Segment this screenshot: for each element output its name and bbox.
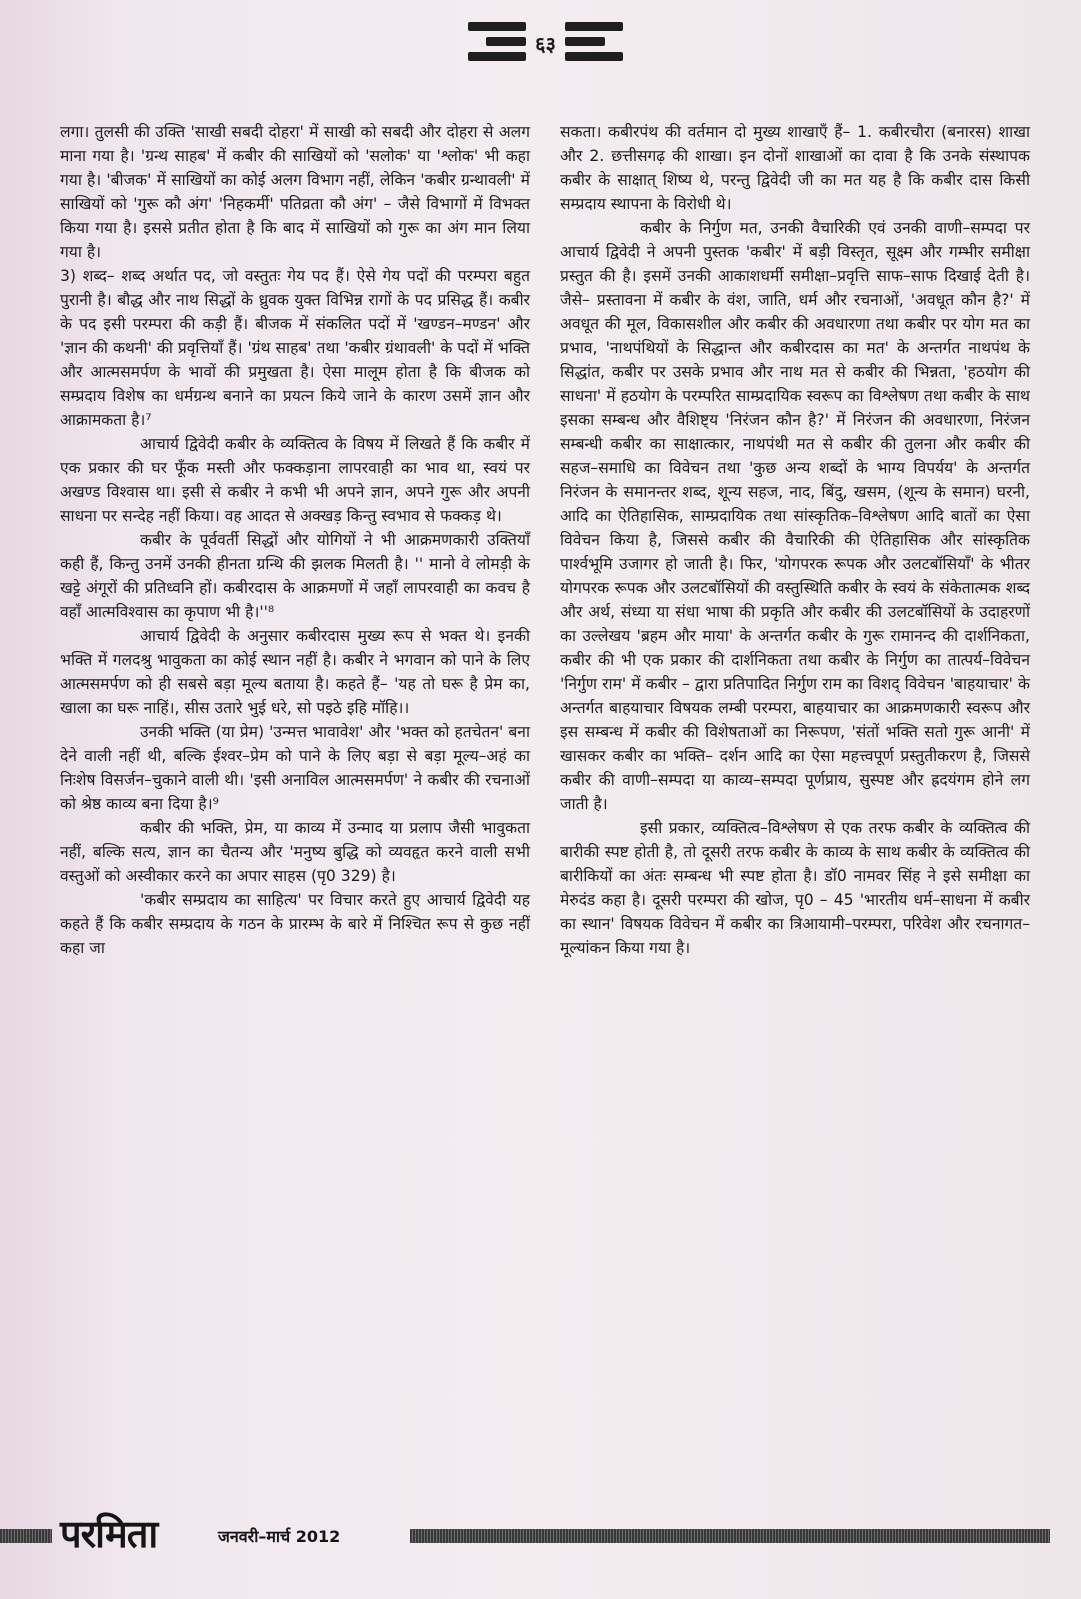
paragraph: कबीर के निर्गुण मत, उनकी वैचारिकी एवं उनकी वाणी–सम्पदा पर आचार्य द्विवेदी ने अपनी पुस्तक 'कबीर' में बड़ी विस्तृत, सूक्ष्म और गम्भीर समीक्षा प्रस्तुत की है। इसमें उनकी आकाशधर्मी समीक्षा–प्रवृत्ति साफ–साफ दिखाई देती है। जैसे– प्रस्तावना में कबीर के वंश, जाति, धर्म और रचनाओं, 'अवधूत कौन है?' में अवधूत की मूल, विकासशील और कबीर की अवधारणा तथा कबीर पर योग मत का प्रभाव, 'नाथपंथियों के सिद्धान्त और कबीरदास का मत' के अन्तर्गत नाथपंथ के सिद्धांत, कबीर पर उसके प्रभाव और नाथ मत से कबीर की भिन्नता, 'हठयोग की साधना' में हठयोग के परम्परित साम्प्रदायिक स्वरूप का विश्लेषण तथा कबीर के साथ इसका सम्बन्ध और वैशिष्ट्य 'निरंजन कौन है?' में निरंजन की अवधारणा, निरंजन सम्बन्धी कबीर का साक्षात्कार, नाथपंथी मत से कबीर की तुलना और कबीर की सहज–समाधि का विवेचन तथा 'कुछ अन्य शब्दों के भाग्य विपर्यय' के अन्तर्गत निरंजन के समानन्तर शब्द, शून्य सहज, नाद, बिंदु, खसम, (शून्य के समान) घरनी, आदि का ऐतिहासिक, साम्प्रदायिक तथा सांस्कृतिक–विश्लेषण आदि बातों का ऐसा विवेचन किया है, जिससे कबीर की वैचारिकी की ऐतिहासिक और सांस्कृतिक पार्श्वभूमि उजागर हो जाती है। फिर, 'योगपरक रूपक और उलटबॉसियाँ' के भीतर योगपरक रूपक और उलटबॉसियों की वस्तुस्थिति कबीर के स्वयं के संकेतात्मक शब्द और अर्थ, संध्या या संधा भाषा की प्रकृति और कबीर की उलटबॉसियों के उदाहरणों का उल्लेखय 'ब्रहम और माया' के अन्तर्गत कबीर के गुरू रामानन्द की दार्शनिकता, कबीर की भी एक प्रकार की दार्शनिकता तथा कबीर के निर्गुण का तात्पर्य–विवेचन 'निर्गुण राम' में कबीर – द्वारा प्रतिपादित निर्गुण राम का विशद् विवेचन 'बाहयाचार' के अन्तर्गत बाहयाचार विषयक लम्बी परम्परा, बाहयाचार का आक्रमणकारी स्वरूप और इस सम्बन्ध में कबीर की विशेषताओं का निरूपण, 'संतों भक्ति सतो गुरू आनी' में खासकर कबीर का भक्ति– दर्शन आदि का ऐसा महत्त्वपूर्ण प्रस्तुतीकरण है, जिससे कबीर की वाणी–सम्पदा या काव्य–सम्पदा पूर्णप्राय, सुस्पष्ट और ह्रदयंगम होने लग जाती है। xyxy=(560,219,1030,813)
footer-rule-left xyxy=(0,1529,52,1543)
right-column xyxy=(560,120,1030,960)
page-number: ६३ xyxy=(535,32,556,56)
page-footer xyxy=(0,1505,1081,1565)
decorative-bars-left xyxy=(468,22,526,62)
paragraph: आचार्य द्विवेदी के अनुसार कबीरदास मुख्य रूप से भक्त थे। इनकी भक्ति में गलदश्रु भावुकता का कोई स्थान नहीं है। कबीर ने भगवान को पाने के लिए आत्मसमर्पण को ही सबसे बड़ा मूल्य बताया है। कहते हैं– 'यह तो घरू है प्रेम का, खाला का घरू नाहिं।, सीस उतारे भुई धरे, सो पइठे इहि मॉहि।। xyxy=(60,627,530,717)
paragraph: सकता। कबीरपंथ की वर्तमान दो मुख्य शाखाएँ हैं– 1. कबीरचौरा (बनारस) शाखा और 2. छत्तीसगढ़ की शाखा। इन दोनों शाखाओं का दावा है कि उनके संस्थापक कबीर के साक्षात् शिष्य थे, परन्तु द्विवेदी जी का मत यह है कि कबीर दास किसी सम्प्रदाय स्थापना के विरोधी थे। xyxy=(560,123,1030,213)
footer-rule xyxy=(410,1529,1050,1543)
page-header xyxy=(0,12,1081,72)
paragraph: कबीर के पूर्ववर्ती सिद्धों और योगियों ने भी आक्रमणकारी उक्तियाँ कही हैं, किन्तु उनमें उनकी हीनता ग्रन्थि की झलक मिलती है। '' मानो वे लोमड़ी के खट्टे अंगूरों की प्रतिध्वनि हों। कबीरदास के आक्रमणों में जहाँ लापरवाही का कवच है वहाँ आत्मविश्वास का कृपाण भी है।''⁸ xyxy=(60,531,530,621)
paragraph: कबीर की भक्ति, प्रेम, या काव्य में उन्माद या प्रलाप जैसी भावुकता नहीं, बल्कि सत्य, ज्ञान का चैतन्य और 'मनुष्य बुद्धि को व्यवहृत करने वाली सभी वस्तुओं को अस्वीकार करने का अपार साहस (पृ0 329) है। xyxy=(60,819,530,885)
paragraph: आचार्य द्विवेदी कबीर के व्यक्तित्व के विषय में लिखते हैं कि कबीर में एक प्रकार की घर फूँक मस्ती और फक्कड़ाना लापरवाही का भाव था, स्वयं पर अखण्ड विश्वास था। इसी से कबीर ने कभी भी अपने ज्ञान, अपने गुरू और अपनी साधना पर सन्देह नहीं किया। वह आदत से अक्खड़ किन्तु स्वभाव से फक्कड़ थे। xyxy=(60,435,530,525)
paragraph: 3) शब्द– शब्द अर्थात पद, जो वस्तुतः गेय पद हैं। ऐसे गेय पदों की परम्परा बहुत पुरानी है। बौद्ध और नाथ सिद्धों के ध्रुवक युक्त विभिन्न रागों के पद प्रसिद्ध हैं। कबीर के पद इसी परम्परा की कड़ी हैं। बीजक में संकलित पदों में 'खण्डन–मण्डन' और 'ज्ञान की कथनी' की प्रवृत्तियाँ हैं। 'ग्रंथ साहब' तथा 'कबीर ग्रंथावली' के पदों में भक्ति और आत्मसमर्पण के भावों की प्रमुखता है। ऐसा मालूम होता है कि बीजक को सम्प्रदाय विशेष का धर्मग्रन्थ बनाने का प्रयत्न किये जाने के कारण उसमें ज्ञान और आक्रामकता है।⁷ xyxy=(60,267,530,429)
paragraph: लगा। तुलसी की उक्ति 'साखी सबदी दोहरा' में साखी को सबदी और दोहरा से अलग माना गया है। 'ग्रन्थ साहब' में कबीर की साखियों को 'सलोक' या 'श्लोक' भी कहा गया है। 'बीजक' में साखियों का कोई अलग विभाग नहीं, लेकिन 'कबीर ग्रन्थावली' में साखियों को 'गुरू कौ अंग' 'निहकर्मी' पतिव्रता कौ अंग' – जैसे विभागों में विभक्त किया गया है। इससे प्रतीत होता है कि बाद में साखियों को गुरू का अंग मान लिया गया है। xyxy=(60,123,530,261)
issue-date: जनवरी–मार्च 2012 xyxy=(218,1527,341,1546)
left-column xyxy=(60,120,530,960)
paragraph: इसी प्रकार, व्यक्तित्व–विश्लेषण से एक तरफ कबीर के व्यक्तित्व की बारीकी स्पष्ट होती है, तो दूसरी तरफ कबीर के काव्य के साथ कबीर के व्यक्तित्व की बारीकियों का अंतः सम्बन्ध भी स्पष्ट होता है। डॉ0 नामवर सिंह ने इसे समीक्षा का मेरुदंड कहा है। दूसरी परम्परा की खोज, पृ0 – 45 'भारतीय धर्म–साधना में कबीर का स्थान' विषयक विवेचन में कबीर का त्रिआयामी–परम्परा, परिवेश और रचनागत–मूल्यांकन किया गया है। xyxy=(560,819,1030,957)
paragraph: उनकी भक्ति (या प्रेम) 'उन्मत्त भावावेश' और 'भक्त को हतचेतन' बना देने वाली नहीं थी, बल्कि ईश्वर–प्रेम को पाने के लिए बड़ा से बड़ा मूल्य–अहं का निःशेष विसर्जन–चुकाने वाली थी। 'इसी अनाविल आत्मसमर्पण' ने कबीर की रचनाओं को श्रेष्ठ काव्य बना दिया है।⁹ xyxy=(60,723,530,813)
paragraph: 'कबीर सम्प्रदाय का साहित्य' पर विचार करते हुए आचार्य द्विवेदी यह कहते हैं कि कबीर सम्प्रदाय के गठन के प्रारम्भ के बारे में निश्चित रूप से कुछ नहीं कहा जा xyxy=(60,891,530,957)
decorative-bars-right xyxy=(565,22,623,62)
magazine-logo: परमिता xyxy=(60,1512,158,1556)
